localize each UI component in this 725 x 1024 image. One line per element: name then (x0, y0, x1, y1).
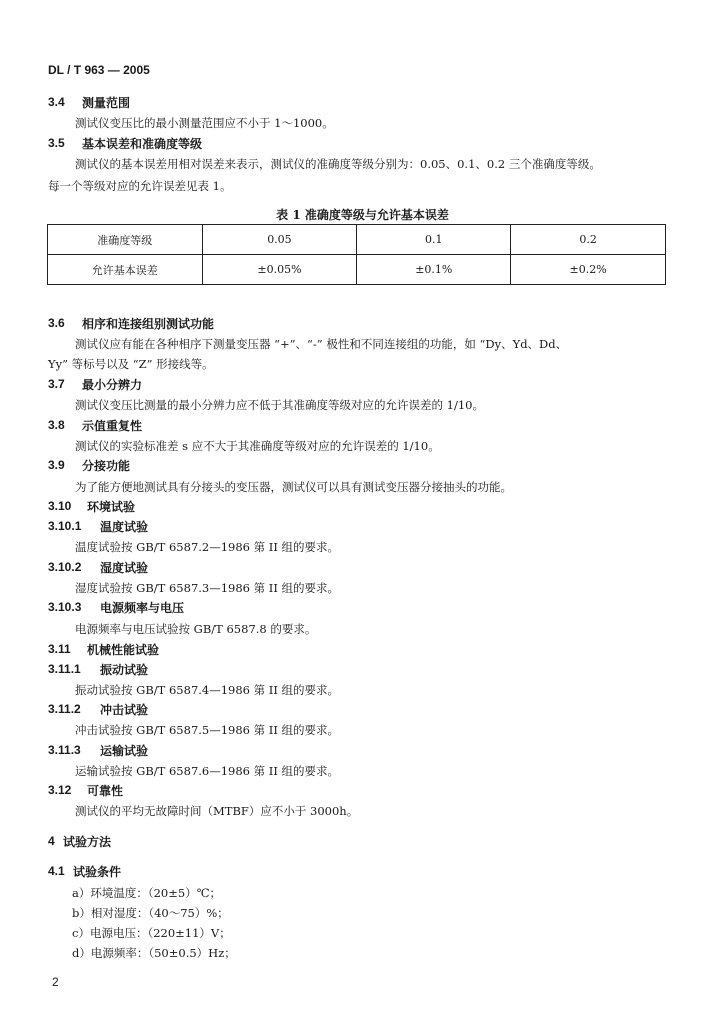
list-item: a）环境温度：（20±5）℃； (72, 886, 222, 900)
section-number: 3.10 (48, 499, 72, 513)
list-item: d）电源频率：（50±0.5）Hz； (72, 946, 236, 960)
table-cell: 准确度等级 (48, 225, 203, 255)
section-number: 3.7 (48, 377, 65, 391)
page-number: 2 (52, 975, 59, 989)
table-cell: ±0.1% (357, 255, 511, 285)
chapter-number: 4 (48, 834, 55, 848)
list-item: b）相对湿度：（40～75）%； (72, 906, 229, 920)
table-cell: ±0.2% (511, 255, 666, 285)
accuracy-table (47, 224, 666, 285)
paragraph: Yy” 等标号以及 “Z” 形接线等。 (48, 357, 214, 371)
paragraph: 测试仪变压比的最小测量范围应不小于 1～1000。 (75, 116, 334, 130)
paragraph: 测试仪的实验标准差 s 应不大于其准确度等级对应的允许误差的 1/10。 (75, 439, 440, 453)
section-title: 温度试验 (100, 520, 149, 534)
section-number: 3.11.2 (48, 702, 81, 716)
paragraph: 运输试验按 GB/T 6587.6—1986 第 II 组的要求。 (75, 764, 340, 778)
paragraph: 冲击试验按 GB/T 6587.5—1986 第 II 组的要求。 (75, 723, 340, 737)
section-number: 3.10.2 (48, 560, 82, 574)
section-number: 3.11 (48, 642, 71, 656)
section-number: 3.6 (48, 316, 65, 330)
table-cell: ±0.05% (202, 255, 357, 285)
section-number: 3.4 (48, 95, 65, 109)
section-title: 运输试验 (100, 744, 149, 758)
paragraph: 测试仪应有能在各种相序下测量变压器 “+”、“-” 极性和不同连接组的功能，如 “Dy、Yd、Dd、 (75, 337, 568, 351)
table-row (48, 225, 666, 255)
section-number: 3.9 (48, 458, 65, 472)
standard-number: DL / T 963 — 2005 (48, 63, 150, 77)
section-number: 3.12 (48, 783, 72, 797)
section-title: 电源频率与电压 (100, 601, 185, 615)
paragraph: 温度试验按 GB/T 6587.2—1986 第 II 组的要求。 (75, 540, 340, 554)
section-title: 测量范围 (82, 96, 131, 110)
paragraph: 电源频率与电压试验按 GB/T 6587.8 的要求。 (75, 622, 317, 636)
list-item: c）电源电压：（220±11）V； (72, 926, 231, 940)
section-title: 冲击试验 (100, 703, 149, 717)
chapter-title: 试验方法 (63, 835, 112, 849)
section-title: 基本误差和准确度等级 (82, 137, 203, 151)
section-number: 3.10.3 (48, 600, 82, 614)
paragraph: 测试仪的平均无故障时间（MTBF）应不小于 3000h。 (75, 804, 359, 818)
section-title: 最小分辨力 (82, 378, 143, 392)
paragraph: 测试仪变压比测量的最小分辨力应不低于其准确度等级对应的允许误差的 1/10。 (75, 398, 484, 412)
section-title: 湿度试验 (100, 561, 149, 575)
section-title: 振动试验 (100, 663, 149, 677)
section-title: 环境试验 (87, 500, 136, 514)
table-cell: 0.05 (202, 225, 357, 255)
table-cell: 0.2 (511, 225, 666, 255)
paragraph: 振动试验按 GB/T 6587.4—1986 第 II 组的要求。 (75, 683, 340, 697)
section-title: 可靠性 (87, 784, 124, 798)
paragraph: 为了能方便地测试具有分接头的变压器，测试仪可以具有测试变压器分接抽头的功能。 (75, 480, 512, 494)
table-caption: 表 1 准确度等级与允许基本误差 (276, 208, 449, 222)
paragraph: 湿度试验按 GB/T 6587.3—1986 第 II 组的要求。 (75, 581, 340, 595)
section-number: 3.8 (48, 418, 65, 432)
section-title: 相序和连接组别测试功能 (82, 317, 215, 331)
section-number: 3.5 (48, 136, 65, 150)
paragraph: 测试仪的基本误差用相对误差来表示，测试仪的准确度等级分别为：0.05、0.1、0.2 三个准确度等级。 (75, 157, 601, 171)
section-number: 4.1 (48, 864, 65, 878)
section-title: 机械性能试验 (87, 643, 160, 657)
section-title: 试验条件 (73, 865, 122, 879)
section-title: 示值重复性 (82, 419, 143, 433)
paragraph: 每一个等级对应的允许误差见表 1。 (48, 179, 232, 193)
table-cell: 0.1 (357, 225, 511, 255)
section-title: 分接功能 (82, 459, 131, 473)
section-number: 3.11.3 (48, 743, 81, 757)
section-number: 3.10.1 (48, 519, 82, 533)
table-row (48, 255, 666, 285)
table-cell: 允许基本误差 (48, 255, 203, 285)
section-number: 3.11.1 (48, 662, 81, 676)
